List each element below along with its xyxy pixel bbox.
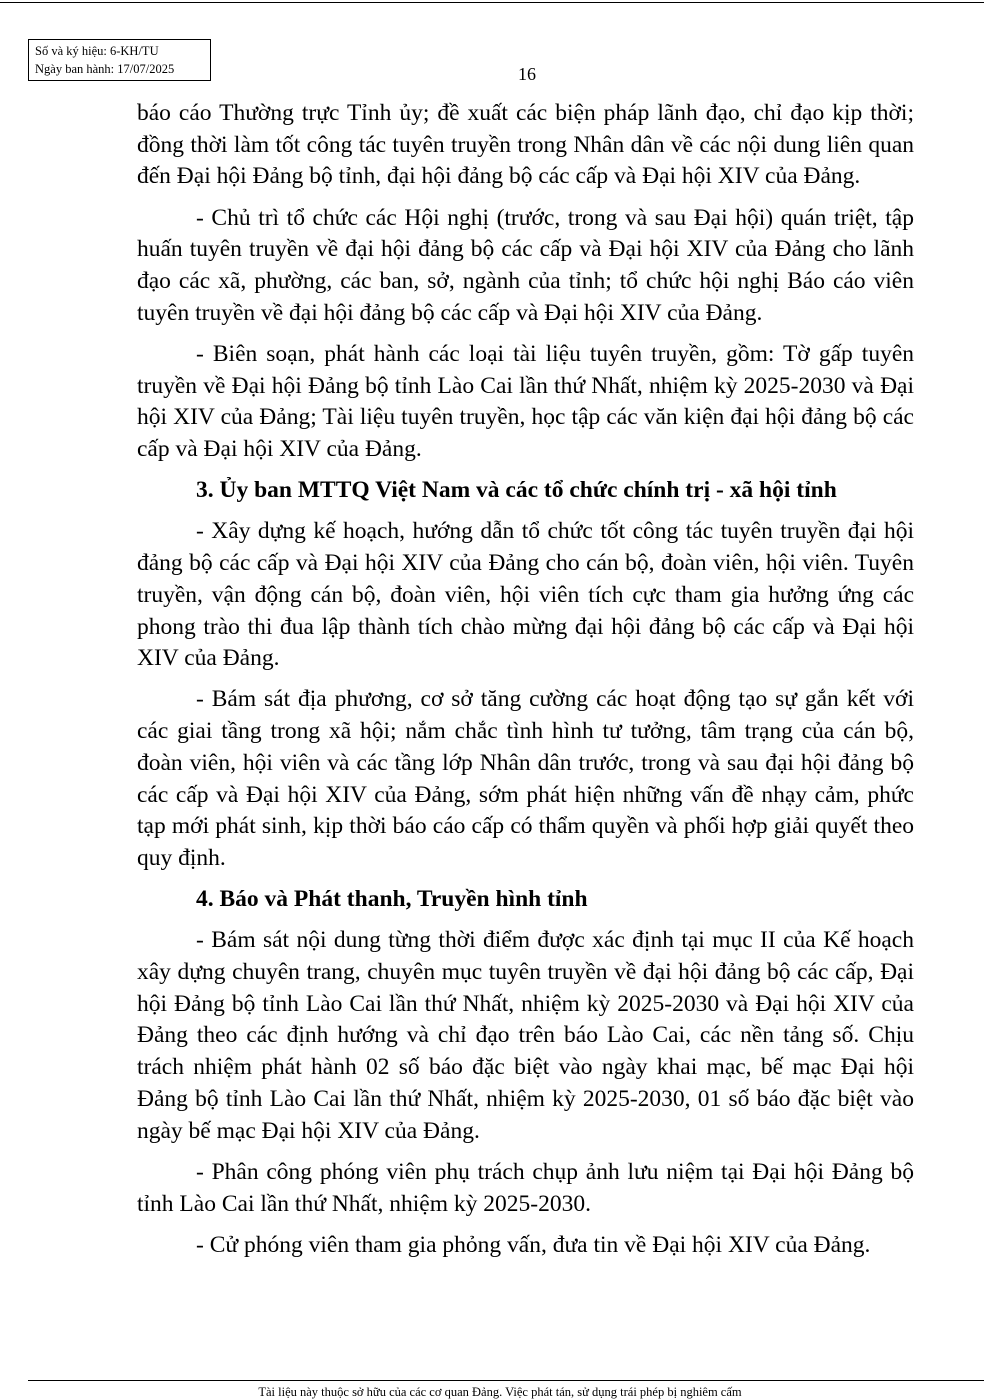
paragraph-grassroots: - Bám sát địa phương, cơ sở tăng cường các hoạt động tạo sự gắn kết với các giai tầng trong xã hội; nắm chắc tình hình tư tưởng, tâm trạng của cán bộ, đoàn viên, hội viên và các tầng lớp Nhân dân trước, trong và sau đại hội đảng bộ các cấp và Đại hội XIV của Đảng, sớm phát hiện những vấn đề nhạy cảm, phức tạp mới phát sinh, kịp thời báo cáo cấp có thẩm quyền và phối hợp giải quyết theo quy định. — [137, 686, 914, 871]
page-number: 16 — [518, 64, 536, 84]
paragraph-materials: - Biên soạn, phát hành các loại tài liệu tuyên truyền, gồm: Tờ gấp tuyên truyền về Đại hội Đảng bộ tỉnh Lào Cai lần thứ Nhất, nhiệm kỳ 2025-2030 và Đại hội XIV của Đảng; Tài liệu tuyên truyền, học tập các văn kiện đại hội đảng bộ các cấp và Đại hội XIV của Đảng. — [137, 340, 914, 463]
footer-note: Tài liệu này thuộc sở hữu của các cơ quan Đảng. Việc phát tán, sử dụng trái phép bị nghiêm cấm — [258, 1385, 742, 1399]
document-body — [137, 98, 914, 1271]
paragraph-media-plan: - Bám sát nội dung từng thời điểm được xác định tại mục II của Kế hoạch xây dựng chuyên trang, chuyên mục tuyên truyền về đại hội đảng bộ các cấp, Đại hội Đảng bộ tỉnh Lào Cai lần thứ Nhất, nhiệm kỳ 2025-2030 và Đại hội XIV của Đảng theo các định hướng và chỉ đạo trên báo Lào Cai, các nền tảng số. Chịu trách nhiệm phát hành 02 số báo đặc biệt vào ngày khai mạc, bế mạc Đại hội Đảng bộ tỉnh Lào Cai lần thứ Nhất, nhiệm kỳ 2025-2030, 01 số báo đặc biệt vào ngày bế mạc Đại hội XIV của Đảng. — [137, 927, 914, 1144]
section-heading-4: 4. Báo và Phát thanh, Truyền hình tỉnh — [196, 886, 588, 913]
section-heading-3: 3. Ủy ban MTTQ Việt Nam và các tổ chức chính trị - xã hội tỉnh — [196, 477, 837, 504]
paragraph-reporter: - Cử phóng viên tham gia phỏng vấn, đưa tin về Đại hội XIV của Đảng. — [196, 1231, 871, 1258]
paragraph-plan: - Xây dựng kế hoạch, hướng dẫn tổ chức tốt công tác tuyên truyền đại hội đảng bộ các cấp và Đại hội XIV của Đảng cho cán bộ, đoàn viên, hội viên. Tuyên truyền, vận động cán bộ, đoàn viên, hội viên tích cực tham gia hưởng ứng các phong trào thi đua lập thành tích chào mừng đại hội đảng bộ các cấp và Đại hội XIV của Đảng. — [137, 518, 914, 672]
issue-date: Ngày ban hành: 17/07/2025 — [35, 62, 175, 76]
footer-rule — [28, 1380, 984, 1381]
paragraph-conference: - Chủ trì tổ chức các Hội nghị (trước, trong và sau Đại hội) quán triệt, tập huấn tuyên truyền về đại hội đảng bộ các cấp và Đại hội XIV của Đảng cho lãnh đạo các xã, phường, các ban, sở, ngành của tỉnh; tổ chức hội nghị Báo cáo viên tuyên truyền về đại hội đảng bộ các cấp và Đại hội XIV của Đảng. — [137, 204, 914, 326]
paragraph-continuation: báo cáo Thường trực Tỉnh ủy; đề xuất các biện pháp lãnh đạo, chỉ đạo kịp thời; đồng thời làm tốt công tác tuyên truyền trong Nhân dân về các nội dung liên quan đến Đại hội Đảng bộ tỉnh, đại hội đảng bộ các cấp và Đại hội XIV của Đảng. — [137, 100, 914, 190]
doc-number: Số và ký hiệu: 6-KH/TU — [35, 44, 159, 58]
top-rule — [0, 2, 984, 3]
paragraph-photographer: - Phân công phóng viên phụ trách chụp ảnh lưu niệm tại Đại hội Đảng bộ tỉnh Lào Cai lần thứ Nhất, nhiệm kỳ 2025-2030. — [137, 1158, 914, 1217]
